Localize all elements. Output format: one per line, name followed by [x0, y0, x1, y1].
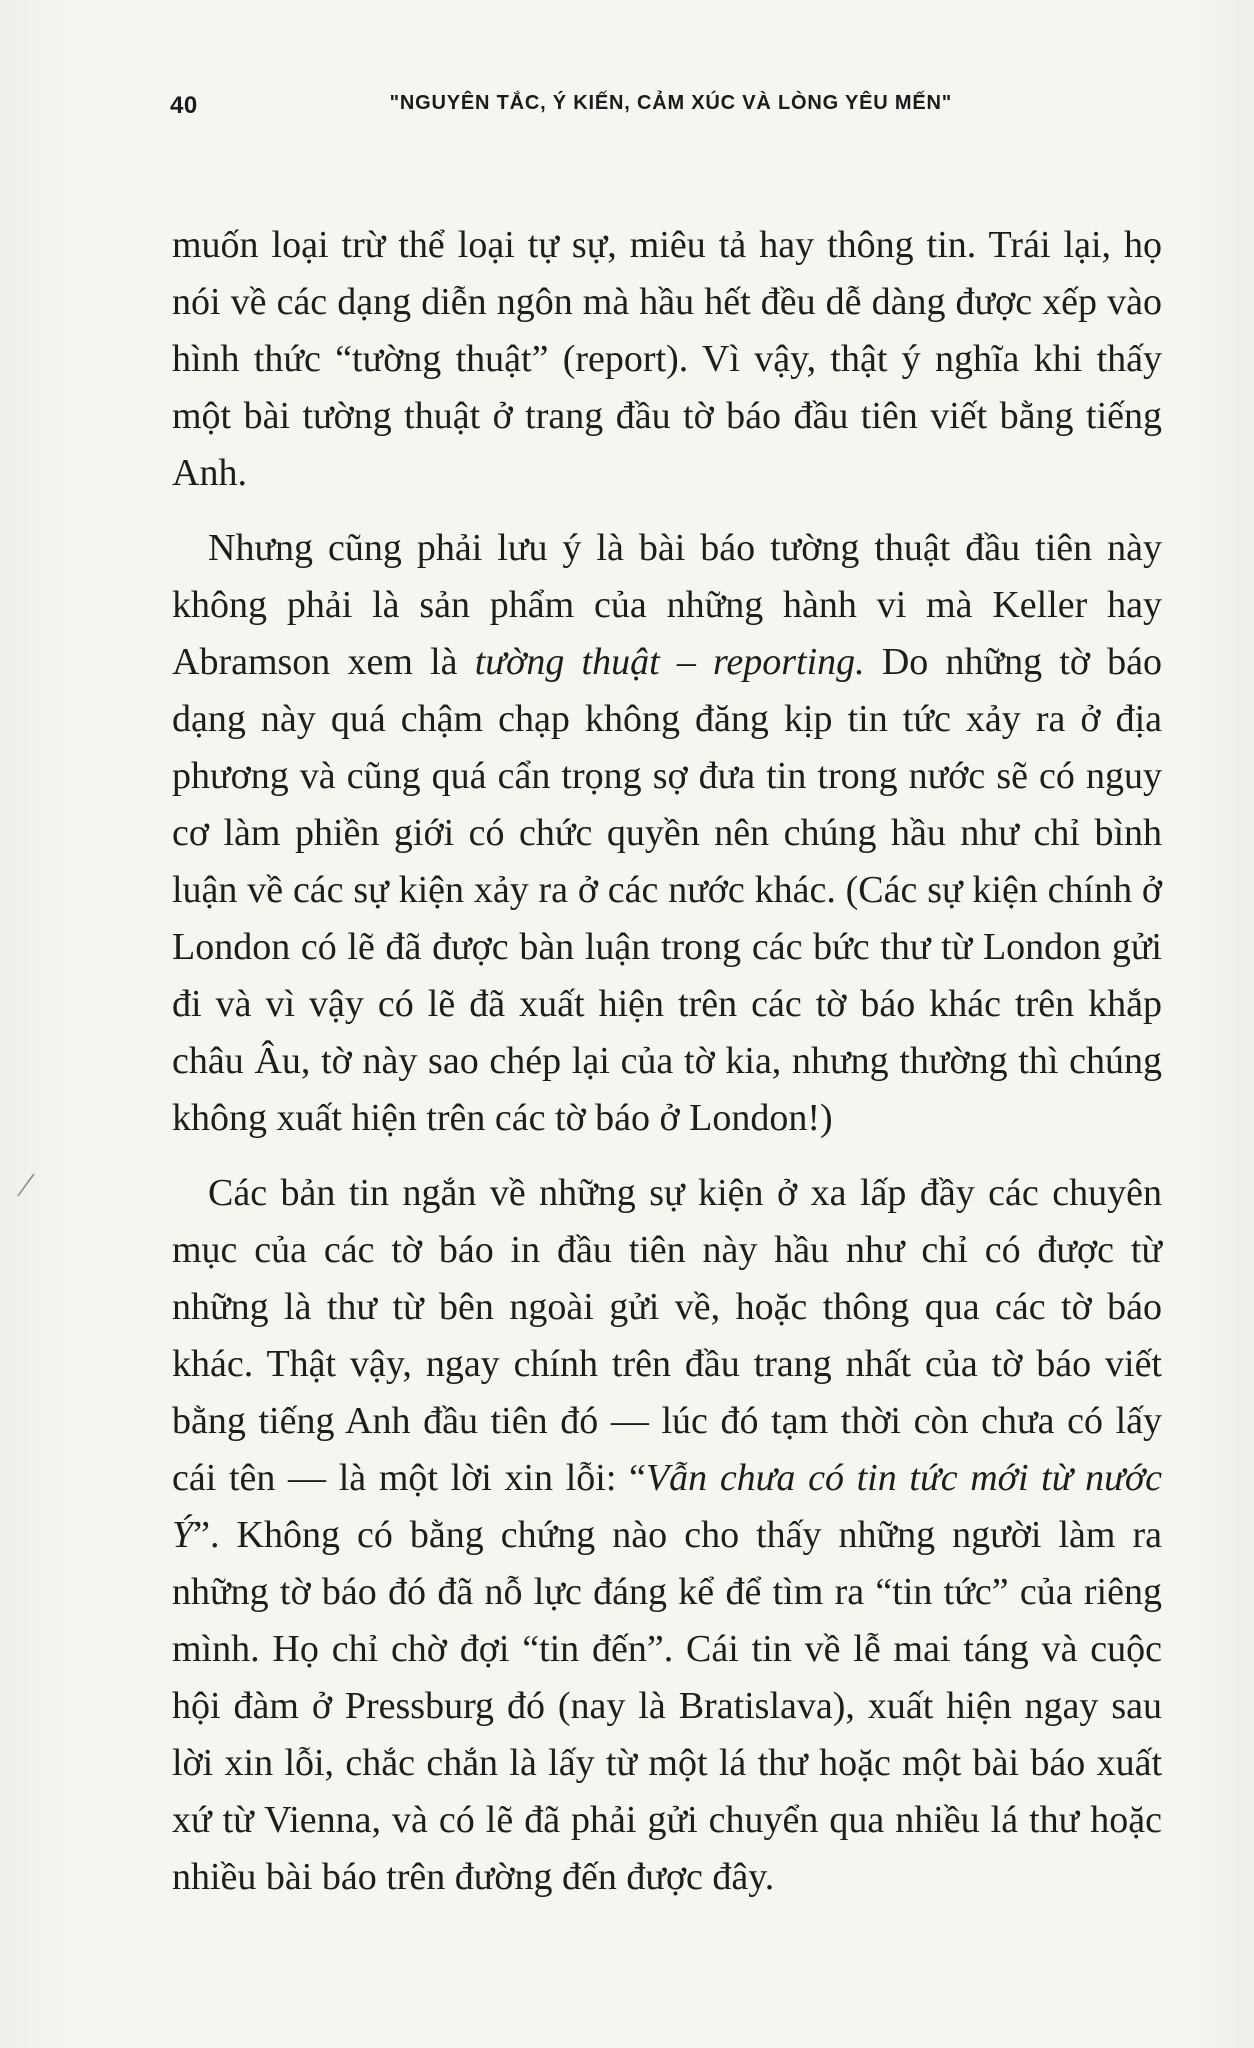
- paragraph-text: Nhưng cũng phải lưu ý là bài báo tường thuật đầu tiên này không phải là sản phẩm của những hành vi mà Keller hay Abramson xem là: [172, 527, 1162, 683]
- paragraph-3: [172, 1165, 1162, 1906]
- paragraph-2: [172, 520, 1162, 1147]
- paragraph-text: Do những tờ báo dạng này quá chậm chạp không đăng kịp tin tức xảy ra ở địa phương và cũng quá cẩn trọng sợ đưa tin trong nước sẽ có nguy cơ làm phiền giới có chức quyền nên chúng hầu như chỉ bình luận về các sự kiện xảy ra ở các nước khác. (Các sự kiện chính ở London có lẽ đã được bàn luận trong các bức thư từ London gửi đi và vì vậy có lẽ đã xuất hiện trên các tờ báo khác trên khắp châu Âu, tờ này sao chép lại của tờ kia, nhưng thường thì chúng không xuất hiện trên các tờ báo ở London!): [172, 641, 1163, 1139]
- paragraph-1: [172, 217, 1162, 502]
- body-text: [172, 217, 1162, 1924]
- pencil-mark-icon: [14, 1170, 44, 1200]
- paragraph-text: Các bản tin ngắn về những sự kiện ở xa lấp đầy các chuyên mục của các tờ báo in đầu tiên này hầu như chỉ có được từ những là thư từ bên ngoài gửi về, hoặc thông qua các tờ báo khác. Thật vậy, ngay chính trên đầu trang nhất của tờ báo viết bằng tiếng Anh đầu tiên đó — lúc đó tạm thời còn chưa có lấy cái tên — là một lời xin lỗi: “: [172, 1172, 1162, 1499]
- page-number: 40: [170, 92, 198, 119]
- italic-term: tường thuật – reporting.: [474, 641, 865, 683]
- italic-quote: Vẫn chưa có tin tức mới từ nước Ý: [172, 1457, 1163, 1556]
- page-header: [170, 92, 964, 132]
- running-title: "NGUYÊN TẮC, Ý KIẾN, CẢM XÚC VÀ LÒNG YÊU MẾN": [389, 92, 952, 114]
- paragraph-text: ”. Không có bằng chứng nào cho thấy những người làm ra những tờ báo đó đã nỗ lực đáng kể để tìm ra “tin tức” của riêng mình. Họ chỉ chờ đợi “tin đến”. Cái tin về lễ mai táng và cuộc hội đàm ở Pressburg đó (nay là Bratislava), xuất hiện ngay sau lời xin lỗi, chắc chắn là lấy từ một lá thư hoặc một bài báo xuất xứ từ Vienna, và có lẽ đã phải gửi chuyển qua nhiều lá thư hoặc nhiều bài báo trên đường đến được đây.: [172, 1514, 1162, 1898]
- paragraph-text: muốn loại trừ thể loại tự sự, miêu tả hay thông tin. Trái lại, họ nói về các dạng diễn ngôn mà hầu hết đều dễ dàng được xếp vào hình thức “tường thuật” (report). Vì vậy, thật ý nghĩa khi thấy một bài tường thuật ở trang đầu tờ báo đầu tiên viết bằng tiếng Anh.: [172, 224, 1162, 494]
